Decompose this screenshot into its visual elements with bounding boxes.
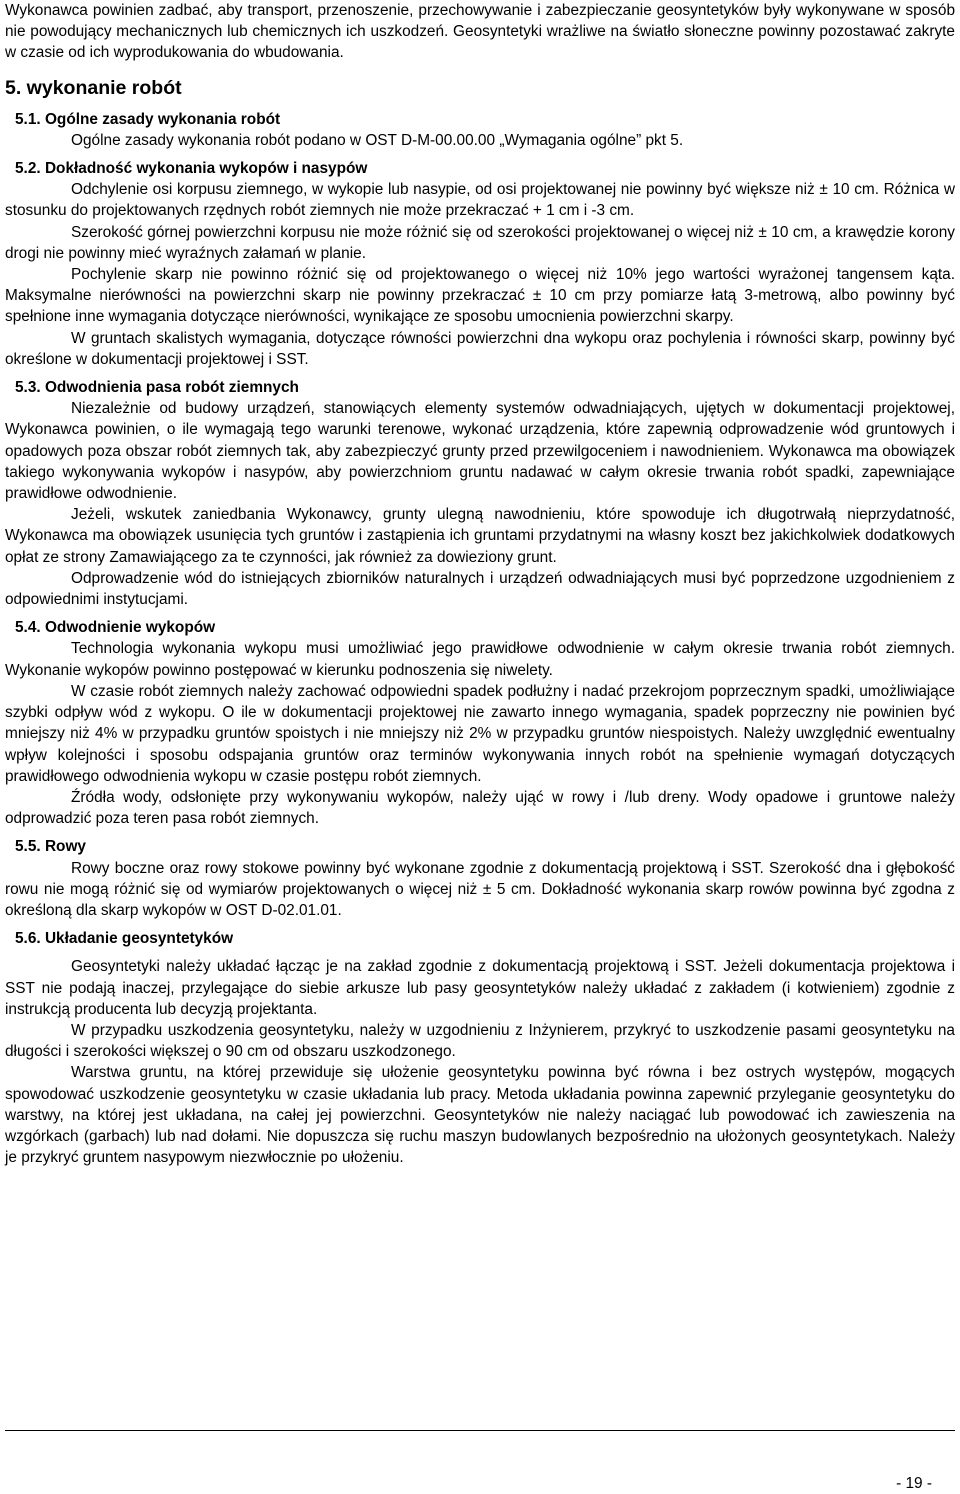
section-5-4-paragraph-1: Technologia wykonania wykopu musi umożliwiać jego prawidłowe odwodnienie w całym okresie trwania robót ziemnych. Wykonanie wykopów powinno postępować w kierunku podnoszenia się niwelety. [5, 640, 955, 679]
section-5-3-paragraph-2: Jeżeli, wskutek zaniedbania Wykonawcy, grunty ulegną nawodnieniu, które spowoduje ich długotrwałą nieprzydatność, Wykonawca ma obowiązek usunięcia tych gruntów i zastąpienia ich gruntami przydatnymi na własny koszt bez jakichkolwiek dodatkowych opłat ze strony Zamawiającego za te czynności, jak również za dowieziony grunt. [5, 506, 955, 566]
section-5-6-paragraph-3: Warstwa gruntu, na której przewiduje się ułożenie geosyntetyku powinna być równa i bez ostrych występów, mogących spowodować uszkodzenie geosyntetyku w czasie układania lub pracy. Metoda układania powinna zapewnić przyleganie geosyntetyku do warstwy, na której jest układana, na całej jej powierzchni. Geosyntetyków nie należy naciągać lub powodować ich zawieszenia na wzgórkach (garbach) lub nad dołami. Nie dopuszcza się ruchu maszyn budowlanych bezpośrednio na ułożonych geosyntetykach. Należy je przykryć gruntem nasypowym niezwłocznie po ułożeniu. [5, 1064, 955, 1167]
section-5-5-paragraph: Rowy boczne oraz rowy stokowe powinny być wykonane zgodnie z dokumentacją projektową i SST. Szerokość dna i głębokość rowu nie mogą różnić się od wymiarów projektowanych o więcej niż ± 5 cm. Dokładność wykonania skarp rowów powinna być zgodna z określoną dla skarp wykopów w OST D-02.01.01. [5, 859, 955, 919]
document-body [5, 0, 955, 1168]
intro-paragraph: Wykonawca powinien zadbać, aby transport, przenoszenie, przechowywanie i zabezpieczanie geosyntetyków były wykonywane w sposób nie powodujący mechanicznych lub chemicznych ich uszkodzeń. Geosyntetyki wrażliwe na światło słoneczne powinny pozostawać zakryte w czasie od ich wyprodukowania do wbudowania. [5, 2, 955, 62]
section-5-6-paragraph-2: W przypadku uszkodzenia geosyntetyku, należy w uzgodnieniu z Inżynierem, przykryć to uszkodzenie pasami geosyntetyku na długości i szerokości większej o 90 cm od obszaru uszkodzonego. [5, 1021, 955, 1061]
page-number: - 19 - [896, 1475, 932, 1492]
section-5-2-paragraph-1: Odchylenie osi korpusu ziemnego, w wykopie lub nasypie, od osi projektowanej nie powinny być większe niż ± 10 cm. Różnica w stosunku do projektowanych rzędnych robót ziemnych nie może przekraczać + 1 cm i -3 cm. [5, 181, 955, 220]
section-5-2-heading: 5.2. Dokładność wykonania wykopów i nasypów [15, 160, 368, 178]
section-5-3-heading: 5.3. Odwodnienia pasa robót ziemnych [15, 379, 299, 397]
section-5-1-heading: 5.1. Ogólne zasady wykonania robót [15, 110, 281, 128]
section-5-3-paragraph-3: Odprowadzenie wód do istniejących zbiorników naturalnych i urządzeń odwadniających musi być poprzedzone uzgodnieniem z odpowiednimi instytucjami. [5, 569, 955, 609]
section-5-4-heading: 5.4. Odwodnienie wykopów [15, 619, 216, 637]
section-5-2-paragraph-3: Pochylenie skarp nie powinno różnić się od projektowanego o więcej niż 10% jego wartości wyrażonej tangensem kąta. Maksymalne nierówności na powierzchni skarp nie powinny przekraczać ± 10 cm przy pomiarze łatą 3-metrową, albo powinny być spełnione inne wymagania dotyczące nierówności, wynikające ze sposobu umocnienia powierzchni skarpy. [5, 266, 955, 326]
section-5-4-paragraph-3: Źródła wody, odsłonięte przy wykonywaniu wykopów, należy ująć w rowy i /lub dreny. Wody opadowe i gruntowe należy odprowadzić poza teren pasa robót ziemnych. [5, 788, 955, 828]
section-5-heading: 5. wykonanie robót [5, 76, 182, 99]
footer-divider [5, 1430, 955, 1431]
section-5-6-paragraph-1: Geosyntetyki należy układać łącząc je na zakład zgodnie z dokumentacją projektową i SST. Jeżeli dokumentacja projektowa i SST nie podają inaczej, przylegające do siebie arkusze lub pasy geosyntetyków należy układać z zakładem (i kotwieniem) zgodnie z instrukcją producenta lub decyzją projektanta. [5, 958, 955, 1018]
section-5-6-heading: 5.6. Układanie geosyntetyków [15, 930, 234, 948]
section-5-4-paragraph-2: W czasie robót ziemnych należy zachować odpowiedni spadek podłużny i nadać przekrojom poprzecznym spadki, umożliwiające szybki odpływ wód z wykopu. O ile w dokumentacji projektowej nie zawarto innego wymagania, spadek poprzeczny nie powinien być mniejszy niż 4% w przypadku gruntów spoistych i nie mniejszy niż 2% w przypadku gruntów niespoistych. Należy uwzględnić ewentualny wpływ kolejności i sposobu odspajania gruntów oraz terminów wykonywania innych robót na spełnienie wymagań dotyczących prawidłowego odwodnienia wykopu w czasie postępu robót ziemnych. [5, 682, 955, 785]
section-5-2-paragraph-4: W gruntach skalistych wymagania, dotyczące równości powierzchni dna wykopu oraz pochylenia i równości skarp, powinny być określone w dokumentacji projektowej i SST. [5, 329, 955, 368]
section-5-3-paragraph-1: Niezależnie od budowy urządzeń, stanowiących elementy systemów odwadniających, ujętych w dokumentacji projektowej, Wykonawca powinien, o ile wymagają tego warunki terenowe, wykonać urządzenia, które zapewnią odprowadzenie wód gruntowych i opadowych poza obszar robót ziemnych tak, aby zabezpieczyć grunty przed przewilgoceniem i nawodnieniem. Wykonawca ma obowiązek takiego wykonywania wykopów i nasypów, aby powierzchniom gruntu nadawać w całym okresie trwania robót spadki, zapewniające prawidłowe odwodnienie. [5, 400, 955, 503]
section-5-5-heading: 5.5. Rowy [15, 838, 86, 856]
section-5-1-paragraph: Ogólne zasady wykonania robót podano w OST D-M-00.00.00 „Wymagania ogólne” pkt 5. [71, 131, 684, 149]
section-5-2-paragraph-2: Szerokość górnej powierzchni korpusu nie może różnić się od szerokości projektowanej o więcej niż ± 10 cm, a krawędzie korony drogi nie powinny mieć wyraźnych załamań w planie. [5, 223, 955, 262]
